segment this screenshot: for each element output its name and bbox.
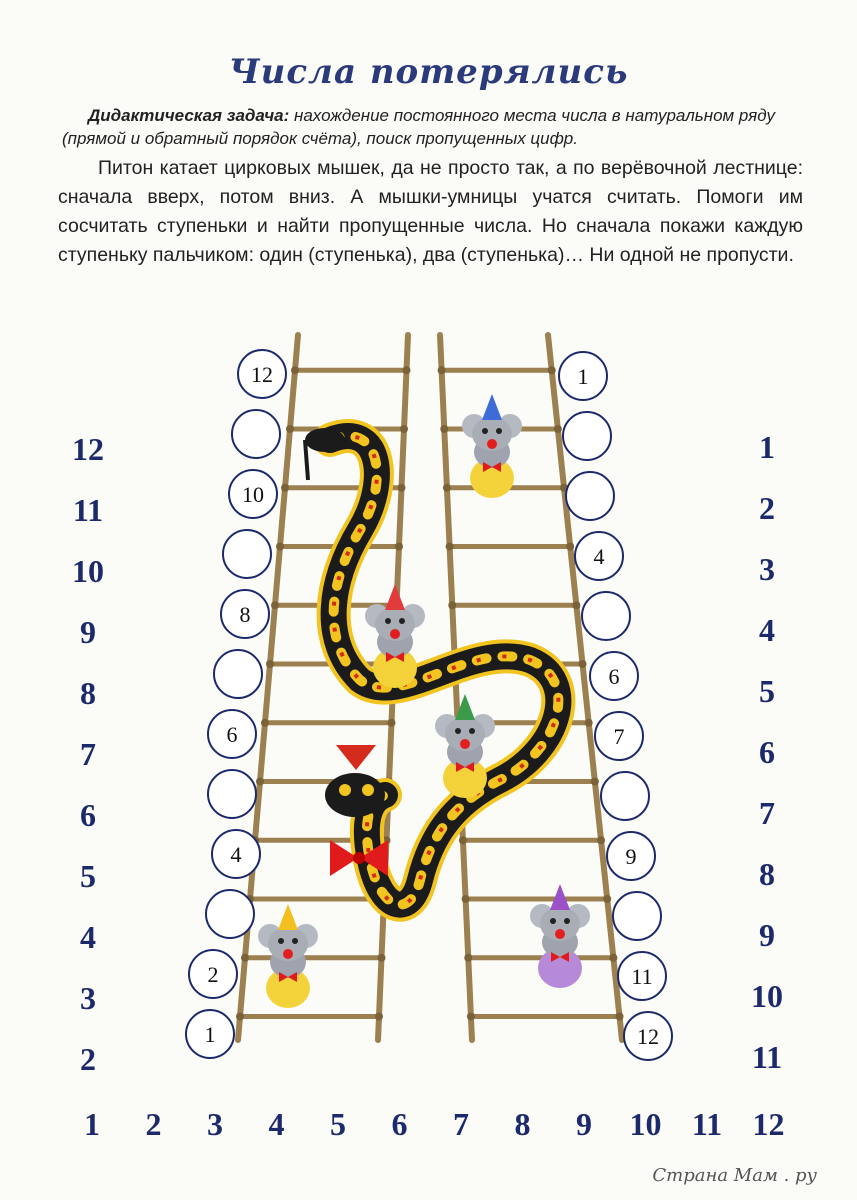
snake-head-top [305, 428, 345, 452]
page-title: Числа потерялись [228, 52, 629, 92]
mouse-nose [487, 439, 497, 449]
rope-knot [395, 543, 403, 551]
mouse-eye [278, 938, 284, 944]
step-circle[interactable] [214, 650, 262, 698]
left-step-slot[interactable] [208, 710, 256, 758]
right-step-slot[interactable] [613, 892, 661, 940]
right-step-slot[interactable] [624, 1012, 672, 1060]
mouse-eye [469, 728, 475, 734]
mouse-party-hat [482, 394, 502, 420]
left-column-number: 7 [80, 736, 96, 772]
left-column-number: 8 [80, 675, 96, 711]
rope-knot [464, 954, 472, 962]
rope-knot [438, 366, 446, 374]
bottom-row-number: 7 [453, 1106, 469, 1142]
step-circle[interactable] [232, 410, 280, 458]
mouse [435, 694, 495, 798]
mouse-party-hat [278, 904, 298, 930]
snake-hat [336, 745, 376, 770]
rope-knot [375, 1013, 383, 1021]
step-circle-number: 4 [230, 842, 242, 867]
step-circle-number: 4 [593, 544, 605, 569]
rope-knot [609, 954, 617, 962]
right-column-number: 6 [759, 734, 775, 770]
step-circle[interactable] [566, 472, 614, 520]
bottom-row-number: 5 [330, 1106, 346, 1142]
rope-knot [446, 543, 454, 551]
mouse-eye [385, 618, 391, 624]
rope-knot [291, 366, 299, 374]
mouse-nose [390, 629, 400, 639]
rope-knot [448, 601, 456, 609]
bottom-row-number: 8 [514, 1106, 531, 1142]
snake-head [325, 773, 385, 817]
left-column-number: 9 [80, 614, 96, 650]
rope-knot [554, 425, 562, 433]
mouse-eye [482, 428, 488, 434]
step-circle[interactable] [613, 892, 661, 940]
left-column-number: 11 [72, 492, 104, 528]
left-step-slot[interactable] [221, 590, 269, 638]
rope-knot [443, 484, 451, 492]
rope-knot [403, 366, 411, 374]
rope-knot [467, 1013, 475, 1021]
step-circle[interactable] [206, 890, 254, 938]
mouse-eye [292, 938, 298, 944]
number-columns [72, 429, 785, 1142]
left-step-slot[interactable] [208, 770, 256, 818]
rope-knot [236, 1013, 244, 1021]
rope-knot [241, 954, 249, 962]
python-snake [305, 428, 558, 905]
right-step-slot[interactable] [566, 472, 614, 520]
rope-knot [286, 425, 294, 433]
story-text: Питон катает цирковых мышек, да не просто так, а по верёвочной лестнице: сначала вверх, потом вниз. А мышки-умницы учатся считать. Помоги им сосчитать ступеньки и найти пропущенные числа. Но сначала покажи каждую ступеньку пальчиком: один (ступенька), два (ступенька)… Ни одной не пропусти. [58, 157, 803, 266]
left-step-slot[interactable] [206, 890, 254, 938]
right-column-number: 10 [751, 978, 783, 1014]
mouse [365, 584, 425, 688]
rope-knot [597, 836, 605, 844]
right-step-slot[interactable] [601, 772, 649, 820]
step-circle[interactable] [563, 412, 611, 460]
rope-knot [579, 660, 587, 668]
step-circle-number: 11 [631, 964, 653, 989]
snake-eye [339, 784, 351, 796]
left-column-number: 4 [80, 919, 96, 955]
rope-knot [276, 543, 284, 551]
left-column-number: 5 [80, 858, 96, 894]
right-step-slot[interactable] [595, 712, 643, 760]
step-circle-number: 8 [239, 602, 251, 627]
rope-knot [256, 778, 264, 786]
right-column-number: 3 [759, 551, 775, 587]
rope-knot [266, 660, 274, 668]
bottom-row-number: 11 [691, 1106, 723, 1142]
right-step-slot[interactable] [582, 592, 630, 640]
bottom-row-number: 10 [629, 1106, 662, 1142]
mouse-eye [496, 428, 502, 434]
step-circle-number: 6 [608, 664, 620, 689]
rope-knot [603, 895, 611, 903]
rope-knot [585, 719, 593, 727]
mouse-nose [555, 929, 565, 939]
step-circle[interactable] [208, 770, 256, 818]
right-column-number: 5 [759, 673, 775, 709]
left-step-slot[interactable] [214, 650, 262, 698]
right-step-slot[interactable] [590, 652, 638, 700]
right-column-number: 8 [759, 856, 775, 892]
rope-knot [548, 366, 556, 374]
bottom-row-number: 12 [752, 1106, 785, 1142]
left-column-number: 2 [80, 1041, 96, 1077]
mouse [462, 394, 522, 498]
left-step-slot[interactable] [223, 530, 271, 578]
step-circle-number: 7 [613, 724, 625, 749]
step-circle-number: 9 [625, 844, 637, 869]
bottom-row-number: 3 [207, 1106, 223, 1142]
didactic-label: Дидактическая задача: [88, 106, 290, 125]
right-column-number: 1 [759, 429, 775, 465]
snake-eye [362, 784, 374, 796]
rope-knot [398, 484, 406, 492]
bottom-row-number: 2 [145, 1106, 162, 1142]
left-step-slot[interactable] [229, 470, 277, 518]
rope-knot [566, 543, 574, 551]
left-step-slot[interactable] [186, 1010, 234, 1058]
right-column-number: 2 [759, 490, 775, 526]
rope-knot [591, 778, 599, 786]
bottom-row-number: 1 [84, 1106, 100, 1142]
bottom-row-number: 9 [576, 1106, 592, 1142]
bottom-row-number: 4 [268, 1106, 285, 1142]
right-column-number: 9 [759, 917, 775, 953]
step-circle-number: 6 [226, 722, 238, 747]
mouse-party-hat [385, 584, 405, 610]
right-column-number: 11 [751, 1039, 783, 1075]
step-circle-number: 10 [242, 482, 264, 507]
step-circle-number: 12 [251, 362, 273, 387]
right-step-slot[interactable] [559, 352, 607, 400]
rope-knot [459, 836, 467, 844]
didactic-task [62, 104, 802, 150]
step-circle[interactable] [582, 592, 630, 640]
left-column-number: 3 [80, 980, 96, 1016]
mouse-eye [564, 918, 570, 924]
rope-knot [261, 719, 269, 727]
right-step-slot[interactable] [618, 952, 666, 1000]
step-circle[interactable] [601, 772, 649, 820]
rope-knot [616, 1013, 624, 1021]
left-step-slot[interactable] [232, 410, 280, 458]
right-step-slot[interactable] [575, 532, 623, 580]
rope-knot [281, 484, 289, 492]
snake-tail-tip [305, 440, 308, 480]
watermark-logo: Страна Мам . ру [652, 1165, 817, 1186]
step-circle-number: 2 [207, 962, 219, 987]
mouse-eye [399, 618, 405, 624]
step-circle[interactable] [223, 530, 271, 578]
ladder-scene [0, 300, 857, 1200]
rope-knot [572, 601, 580, 609]
step-circle-number: 1 [204, 1022, 216, 1047]
mouse-eye [455, 728, 461, 734]
left-step-slot[interactable] [238, 350, 286, 398]
rope-knot [400, 425, 408, 433]
rope-knot [440, 425, 448, 433]
mouse-nose [460, 739, 470, 749]
left-step-slot[interactable] [212, 830, 260, 878]
didactic-text: нахождение постоянного места числа в натуральном ряду (прямой и обратный порядок счёта), поиск пропущенных цифр. [62, 106, 775, 148]
right-column-number: 7 [759, 795, 775, 831]
rope-knot [378, 954, 386, 962]
step-circle-number: 12 [637, 1024, 659, 1049]
step-circle-number: 1 [577, 364, 589, 389]
rope-knot [388, 719, 396, 727]
right-step-slot[interactable] [607, 832, 655, 880]
right-column-number: 4 [759, 612, 775, 648]
left-column-number: 6 [80, 797, 96, 833]
bottom-row-number: 6 [391, 1106, 408, 1142]
rope-knot [271, 601, 279, 609]
step-circles [186, 350, 672, 1060]
right-step-slot[interactable] [563, 412, 611, 460]
mouse-nose [283, 949, 293, 959]
mouse-eye [550, 918, 556, 924]
left-step-slot[interactable] [189, 950, 237, 998]
left-column-number: 12 [72, 431, 104, 467]
left-column-number: 10 [72, 553, 104, 589]
rope-knot [462, 895, 470, 903]
